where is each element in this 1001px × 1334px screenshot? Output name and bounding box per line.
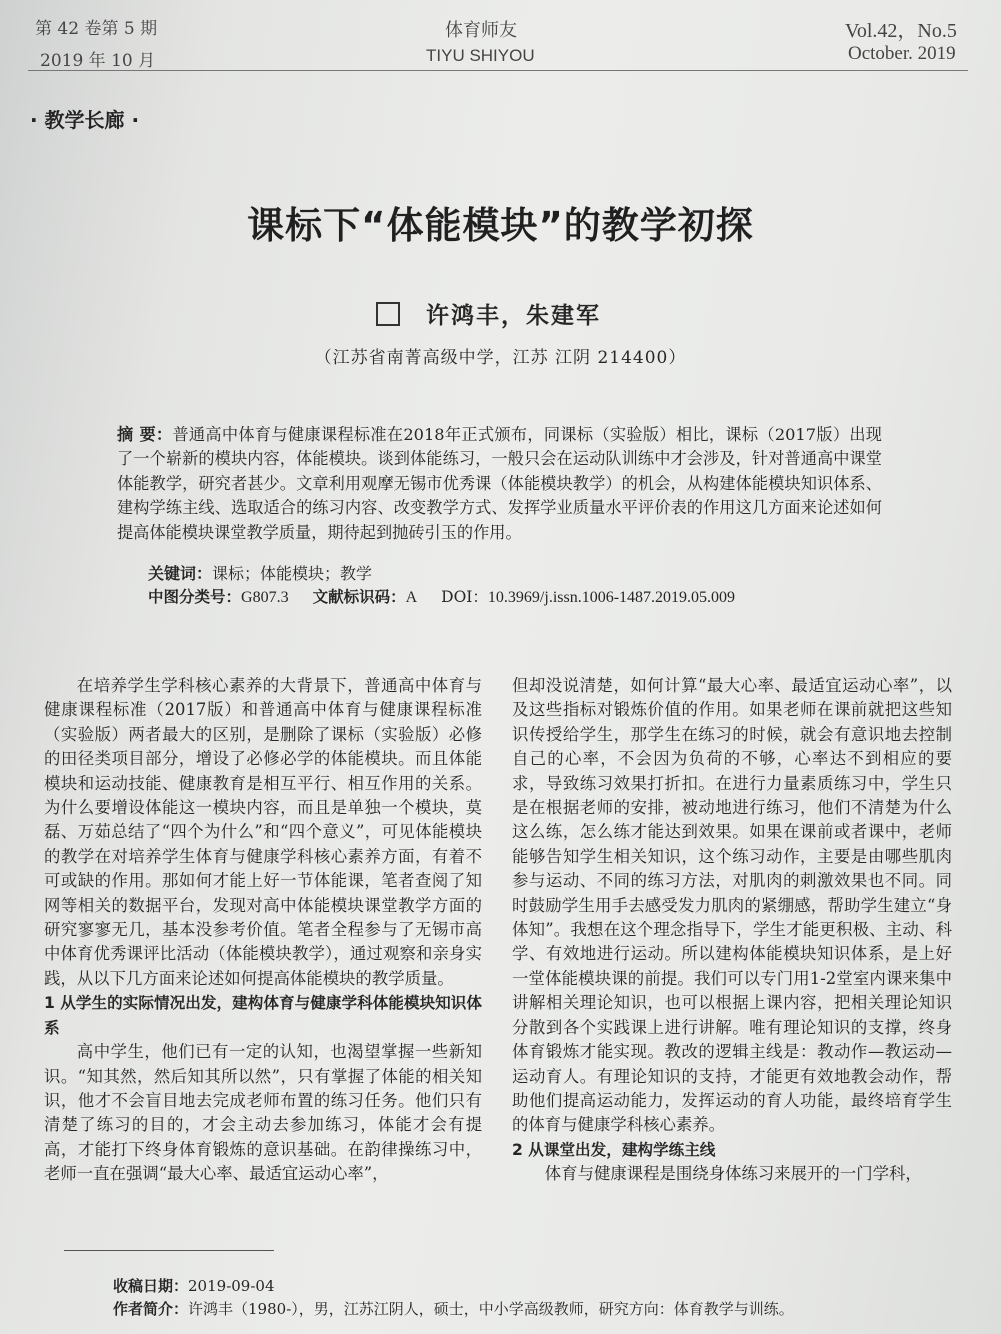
doc-code-label: 文献标识码：	[312, 588, 406, 606]
header-date-en: October. 2019	[848, 43, 956, 64]
footnote-rule	[64, 1250, 274, 1251]
keywords-label: 关键词：	[148, 564, 213, 583]
footnote-received	[113, 1275, 275, 1296]
body-column-left	[44, 674, 482, 1187]
section-heading-1: 1 从学生的实际情况出发，建构体育与健康学科体能模块知识体系	[44, 994, 482, 1037]
doc-code-value: A	[405, 589, 418, 606]
doi-value: 10.3969/j.issn.1006-1487.2019.05.009	[487, 589, 736, 606]
affiliation: （江苏省南菁高级中学，江苏 江阴 214400）	[314, 348, 687, 368]
body-paragraph: 高中学生，他们已有一定的认知，也渴望掌握一些新知识。“知其然，然后知其所以然”，只有掌握了体能的相关知识，他才不会盲目地去完成老师布置的练习任务。他们只有清楚了练习的目的，才会主动去参加练习，体能才会有提高，才能打下终身体育锻炼的意识基础。在韵律操练习中，老师一直在强调“最大心率、最适宜运动心率”，	[44, 1042, 482, 1184]
keywords-text: 课标；体能模块；教学	[212, 564, 373, 583]
keywords	[148, 561, 372, 584]
doi-label: DOI：	[441, 588, 488, 606]
abstract	[117, 423, 882, 545]
received-date: 2019-09-04	[188, 1277, 275, 1295]
body-paragraph: 在培养学生学科核心素养的大背景下，普通高中体育与健康课程标准（2017版）和普通高中体育与健康课程标准（实验版）两者最大的区别，是删除了课标（实验版）必修的田径类项目部分，增设了必修必学的体能模块。而且体能模块和运动技能、健康教育是相互平行、相互作用的关系。为什么要增设体能这一模块内容，而且是单独一个模块，莫磊、万茹总结了“四个为什么”和“四个意义”，可见体能模块的教学在对培养学生体育与健康学科核心素养方面，有着不可或缺的作用。那如何才能上好一节体能课，笔者查阅了知网等相关的数据平台，发现对高中体能模块课堂教学方面的研究寥寥无几，基本没参考价值。笔者全程参与了无锡市高中体育优秀课评比活动（体能模块教学），通过观察和亲身实践，从以下几方面来论述如何提高体能模块的教学质量。	[44, 676, 482, 988]
header-journal-cn: 体育师友	[445, 20, 517, 41]
bio-label: 作者简介：	[113, 1300, 189, 1318]
body-column-right	[512, 674, 952, 1187]
authors: 许鸿丰，朱建军	[426, 302, 601, 329]
header-rule	[28, 70, 968, 71]
clc-label: 中图分类号：	[148, 588, 242, 606]
author-row	[376, 297, 601, 330]
article-title: 课标下“体能模块”的教学初探	[247, 204, 754, 247]
header-volume-cn: 第 42 卷第 5 期	[35, 19, 158, 39]
footnote-bio	[113, 1298, 794, 1319]
abstract-label: 摘 要：	[117, 425, 173, 444]
clc-value: G807.3	[241, 589, 289, 606]
header-journal-en: TIYU SHIYOU	[426, 46, 535, 65]
author-box-icon	[376, 302, 400, 326]
abstract-text: 普通高中体育与健康课程标准在2018年正式颁布，同课标（实验版）相比，课标（2017版）出现了一个崭新的模块内容，体能模块。谈到体能练习，一般只会在运动队训练中才会涉及，针对普通高中课堂体能教学，研究者甚少。文章利用观摩无锡市优秀课（体能模块教学）的机会，从构建体能模块知识体系、建构学练主线、选取适合的练习内容、改变教学方式、发挥学业质量水平评价表的作用这几方面来论述如何提高体能模块课堂教学质量，期待起到抛砖引玉的作用。	[117, 425, 882, 542]
body-paragraph: 但却没说清楚，如何计算“最大心率、最适宜运动心率”，以及这些指标对锻炼价值的作用。如果老师在课前就把这些知识传授给学生，那学生在练习的时候，就会有意识地去控制自己的心率，不会因为负荷的不够，心率达不到相应的要求，导致练习效果打折扣。在进行力量素质练习中，学生只是在根据老师的安排，被动地进行练习，他们不清楚为什么这么练，怎么练才能达到效果。如果在课前或者课中，老师能够告知学生相关知识，这个练习动作，主要是由哪些肌肉参与运动、不同的练习方法，对肌肉的刺激效果也不同。同时鼓励学生用手去感受发力肌肉的紧绷感，帮助学生建立“身体知”。我想在这个理念指导下，学生才能更积极、主动、科学、有效地进行运动。所以建构体能模块知识体系，是上好一堂体能模块课的前提。我们可以专门用1-2堂室内课来集中讲解相关理论知识，也可以根据上课内容，把相关理论知识分散到各个实践课上进行讲解。唯有理论知识的支撑，终身体育锻炼才能实现。教改的逻辑主线是：教动作—教运动—运动育人。有理论知识的支持，才能更有效地教会动作，帮助他们提高运动能力，发挥运动的育人功能，最终培育学生的体育与健康学科核心素养。	[512, 676, 952, 1135]
received-label: 收稿日期：	[113, 1277, 189, 1295]
header-volume-en: Vol.42，No.5	[845, 20, 957, 42]
column-tag: · 教学长廊 ·	[30, 108, 140, 132]
bio-text: 许鸿丰（1980-），男，江苏江阴人，硕士，中小学高级教师，研究方向：体育教学与训练。	[188, 1300, 794, 1318]
header-date-cn: 2019 年 10 月	[40, 51, 156, 71]
section-heading-2: 2 从课堂出发，建构学练主线	[512, 1140, 716, 1159]
classification-row	[148, 585, 735, 607]
body-paragraph: 体育与健康课程是围绕身体练习来展开的一门学科，	[544, 1164, 922, 1184]
